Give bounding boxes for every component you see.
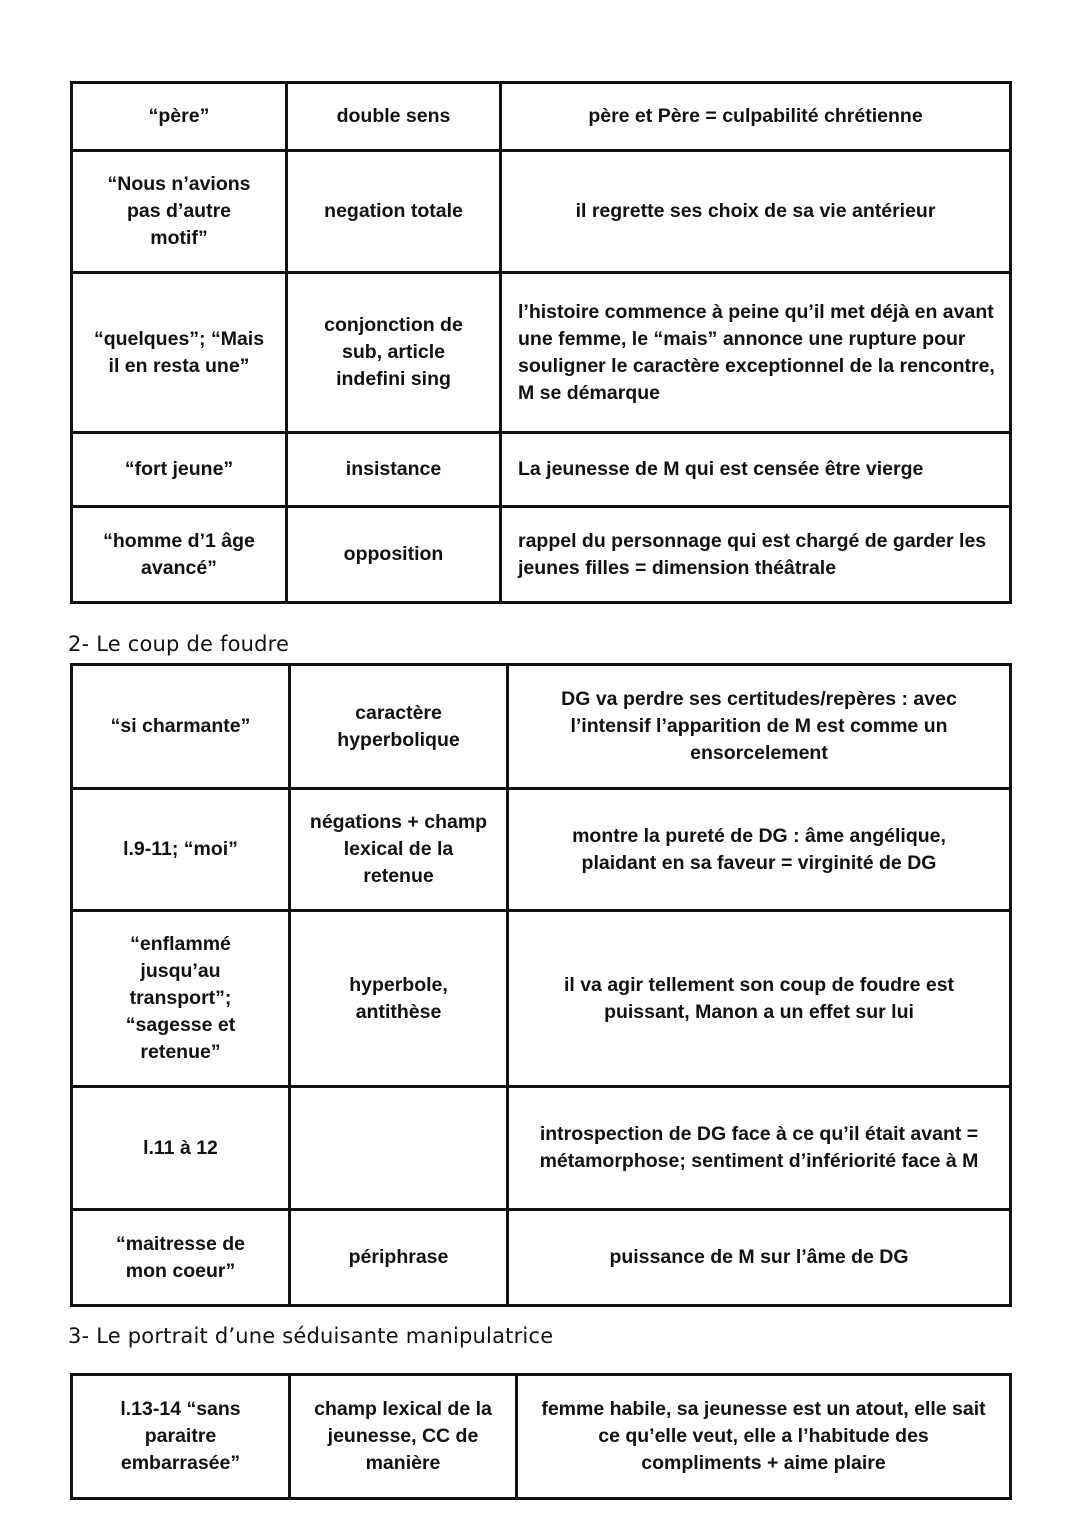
interpretation-cell: rappel du personnage qui est chargé de garder les jeunes filles = dimension théâtrale (501, 507, 1011, 603)
section-heading-coup-de-foudre: 2- Le coup de foudre (68, 632, 290, 656)
table-row (72, 507, 1011, 603)
procede-cell: négations + champ lexical de la retenue (290, 789, 508, 911)
procede-cell: insistance (287, 433, 501, 507)
quote-cell: “homme d’1 âge avancé” (72, 507, 287, 603)
analysis-table-1 (70, 81, 1012, 604)
table-row (72, 433, 1011, 507)
procede-cell (290, 1087, 508, 1210)
analysis-table-3 (70, 1373, 1012, 1500)
quote-cell: l.9-11; “moi” (72, 789, 290, 911)
quote-cell: l.11 à 12 (72, 1087, 290, 1210)
section-heading-portrait: 3- Le portrait d’une séduisante manipulatrice (68, 1324, 554, 1348)
table-row (72, 789, 1011, 911)
interpretation-cell: DG va perdre ses certitudes/repères : avec l’intensif l’apparition de M est comme un ensorcelement (508, 665, 1011, 789)
table-row (72, 151, 1011, 273)
quote-cell: l.13-14 “sans paraitre embarrasée” (72, 1375, 290, 1499)
table-row (72, 273, 1011, 433)
interpretation-cell: l’histoire commence à peine qu’il met déjà en avant une femme, le “mais” annonce une rupture pour souligner le caractère exceptionnel de la rencontre, M se démarque (501, 273, 1011, 433)
procede-cell: negation totale (287, 151, 501, 273)
procede-cell: périphrase (290, 1210, 508, 1306)
quote-cell: “enflammé jusqu’au transport”; “sagesse et retenue” (72, 911, 290, 1087)
quote-cell: “quelques”; “Mais il en resta une” (72, 273, 287, 433)
analysis-table-2 (70, 663, 1012, 1307)
table-row (72, 665, 1011, 789)
procede-cell: champ lexical de la jeunesse, CC de manière (290, 1375, 517, 1499)
interpretation-cell: il va agir tellement son coup de foudre est puissant, Manon a un effet sur lui (508, 911, 1011, 1087)
procede-cell: double sens (287, 83, 501, 151)
quote-cell: “fort jeune” (72, 433, 287, 507)
interpretation-cell: introspection de DG face à ce qu’il était avant = métamorphose; sentiment d’infériorité face à M (508, 1087, 1011, 1210)
table-row (72, 1210, 1011, 1306)
interpretation-cell: puissance de M sur l’âme de DG (508, 1210, 1011, 1306)
quote-cell: “Nous n’avions pas d’autre motif” (72, 151, 287, 273)
table-row (72, 1375, 1011, 1499)
table-row (72, 911, 1011, 1087)
quote-cell: “père” (72, 83, 287, 151)
procede-cell: caractère hyperbolique (290, 665, 508, 789)
procede-cell: hyperbole, antithèse (290, 911, 508, 1087)
interpretation-cell: il regrette ses choix de sa vie antérieur (501, 151, 1011, 273)
interpretation-cell: père et Père = culpabilité chrétienne (501, 83, 1011, 151)
table-row (72, 1087, 1011, 1210)
quote-cell: “maitresse de mon coeur” (72, 1210, 290, 1306)
interpretation-cell: montre la pureté de DG : âme angélique, plaidant en sa faveur = virginité de DG (508, 789, 1011, 911)
interpretation-cell: femme habile, sa jeunesse est un atout, elle sait ce qu’elle veut, elle a l’habitude des compliments + aime plaire (517, 1375, 1011, 1499)
procede-cell: opposition (287, 507, 501, 603)
table-row (72, 83, 1011, 151)
procede-cell: conjonction de sub, article indefini sing (287, 273, 501, 433)
interpretation-cell: La jeunesse de M qui est censée être vierge (501, 433, 1011, 507)
quote-cell: “si charmante” (72, 665, 290, 789)
